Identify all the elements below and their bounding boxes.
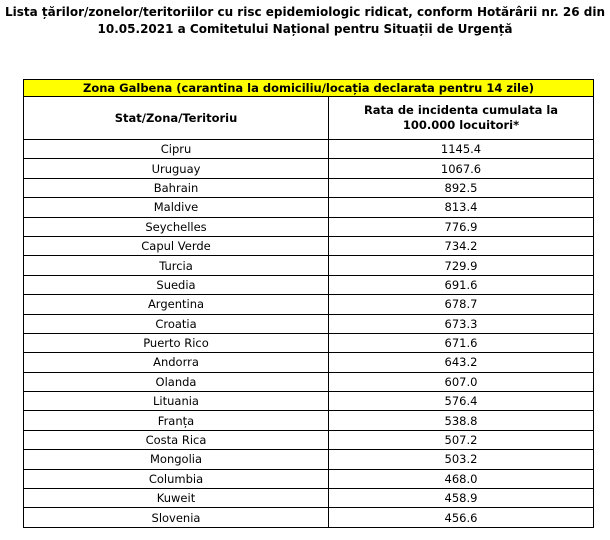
document-title-line-1: Lista țărilor/zonelor/teritoriilor cu risc epidemiologic ridicat, conform Hotărârii nr. 26 din [4, 5, 606, 19]
country-cell: Uruguay [24, 159, 329, 178]
rate-cell: 576.4 [329, 392, 594, 411]
document-title [0, 4, 610, 38]
rate-cell: 691.6 [329, 275, 594, 294]
table-row [24, 159, 594, 178]
column-header-country [24, 97, 329, 140]
table-row [24, 314, 594, 333]
table-row [24, 372, 594, 391]
table-row [24, 333, 594, 352]
rate-cell: 673.3 [329, 314, 594, 333]
document-title-line-2: 10.05.2021 a Comitetului Național pentru Situații de Urgență [97, 22, 513, 36]
country-cell: Puerto Rico [24, 333, 329, 352]
table-body [24, 140, 594, 528]
table-row [24, 236, 594, 255]
table-row [24, 469, 594, 488]
country-cell: Costa Rica [24, 430, 329, 449]
table-row [24, 198, 594, 217]
table-row [24, 392, 594, 411]
country-cell: Lituania [24, 392, 329, 411]
rate-cell: 892.5 [329, 178, 594, 197]
country-cell: Kuweit [24, 489, 329, 508]
column-header-country-label: Stat/Zona/Teritoriu [114, 110, 238, 125]
column-header-rate [329, 97, 594, 140]
rate-cell: 458.9 [329, 489, 594, 508]
country-cell: Columbia [24, 469, 329, 488]
rate-cell: 671.6 [329, 333, 594, 352]
table-row [24, 275, 594, 294]
rate-cell: 813.4 [329, 198, 594, 217]
rate-cell: 643.2 [329, 353, 594, 372]
table-row [24, 430, 594, 449]
table-row [24, 178, 594, 197]
country-cell: Maldive [24, 198, 329, 217]
rate-cell: 456.6 [329, 508, 594, 527]
country-cell: Bahrain [24, 178, 329, 197]
rate-cell: 729.9 [329, 256, 594, 275]
rate-cell: 503.2 [329, 450, 594, 469]
table-row [24, 295, 594, 314]
country-cell: Cipru [24, 140, 329, 159]
rate-cell: 734.2 [329, 236, 594, 255]
rate-cell: 1067.6 [329, 159, 594, 178]
table-row [24, 489, 594, 508]
rate-cell: 1145.4 [329, 140, 594, 159]
country-cell: Franța [24, 411, 329, 430]
zone-header: Zona Galbena (carantina la domiciliu/locația declarata pentru 14 zile) [24, 80, 594, 97]
country-cell: Andorra [24, 353, 329, 372]
column-header-rate-line-2: 100.000 locuitori* [402, 118, 520, 132]
country-cell: Olanda [24, 372, 329, 391]
table-row [24, 508, 594, 527]
rate-cell: 607.0 [329, 372, 594, 391]
table-row [24, 256, 594, 275]
table-row [24, 140, 594, 159]
rate-cell: 678.7 [329, 295, 594, 314]
country-cell: Seychelles [24, 217, 329, 236]
country-cell: Argentina [24, 295, 329, 314]
table-row [24, 411, 594, 430]
country-cell: Slovenia [24, 508, 329, 527]
country-cell: Mongolia [24, 450, 329, 469]
table-row [24, 450, 594, 469]
country-cell: Capul Verde [24, 236, 329, 255]
column-header-rate-line-1: Rata de incidenta cumulata la [363, 103, 559, 117]
country-cell: Suedia [24, 275, 329, 294]
rate-cell: 507.2 [329, 430, 594, 449]
country-cell: Turcia [24, 256, 329, 275]
table-row [24, 353, 594, 372]
risk-table [23, 79, 594, 528]
country-cell: Croatia [24, 314, 329, 333]
rate-cell: 468.0 [329, 469, 594, 488]
table-row [24, 217, 594, 236]
rate-cell: 776.9 [329, 217, 594, 236]
rate-cell: 538.8 [329, 411, 594, 430]
